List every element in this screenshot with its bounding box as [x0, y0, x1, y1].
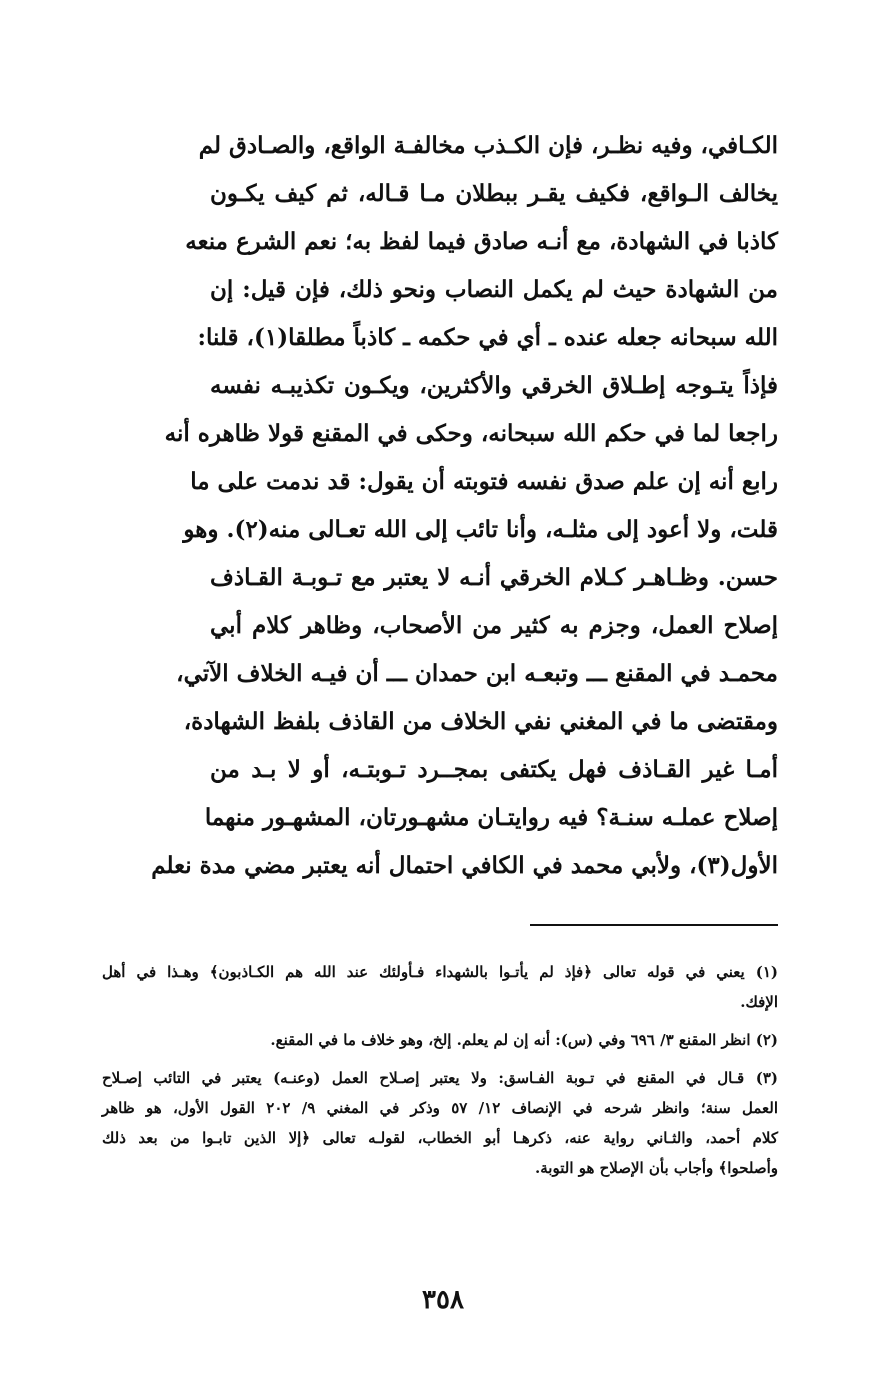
footnote-1 — [102, 957, 778, 1017]
footnote-3 — [102, 1063, 778, 1183]
footnote-line: الإفك. — [740, 993, 778, 1011]
footnote-line: كلام أحمد، والثـاني رواية عنه، ذكرهـا أبو الخطاب، لقولـه تعالى ﴿إلا الذين تابـوا من بعد ذلك — [102, 1129, 778, 1147]
text-line: إصلاح العمل، وجزم به كثير من الأصحاب، وظاهر كلام أبي — [210, 612, 778, 639]
text-line: الأول(٣)، ولأبي محمد في الكافي احتمال أنه يعتبر مضي مدة نعلم — [151, 852, 778, 879]
text-line: راجعا لما في حكم الله سبحانه، وحكى في المقنع قولا ظاهره أنه — [164, 420, 778, 447]
text-line: يخالف الـواقع، فكيف يقـر ببطلان مـا قـاله، ثم كيف يكـون — [210, 180, 778, 207]
footnote-line: (٣) قـال في المقنع في تـوبة الفـاسق: ولا يعتبر إصـلاح العمل (وعنـه) يعتبر في التائب إصـلاح — [102, 1069, 778, 1087]
main-text — [151, 122, 778, 890]
text-line: رابع أنه إن علم صدق نفسه فتوبته أن يقول: قد ندمت على ما — [190, 468, 778, 495]
text-line: حسن. وظـاهـر كـلام الخرقي أنـه لا يعتبر مع تـوبـة القـاذف — [210, 564, 778, 591]
footnote-2 — [102, 1025, 778, 1055]
footnote-line: وأصلحوا﴾ وأجاب بأن الإصلاح هو التوبة. — [535, 1159, 778, 1177]
footnote-line: (١) يعني في قوله تعالى ﴿فإذ لم يأتـوا بالشهداء فـأولئك عند الله هم الكـاذبون﴾ وهـذا في أهل — [102, 963, 778, 981]
page-number: ٣٥٨ — [422, 1285, 464, 1315]
footnote-line: (٢) انظر المقنع ٣/ ٦٩٦ وفي (س): أنه إن لم يعلم. إلخ، وهو خلاف ما في المقنع. — [270, 1031, 778, 1049]
text-line: كاذبا في الشهادة، مع أنـه صادق فيما لفظ به؛ نعم الشرع منعه — [185, 228, 778, 255]
text-line: ومقتضى ما في المغني نفي الخلاف من القاذف بلفظ الشهادة، — [183, 708, 778, 735]
text-line: إصلاح عملـه سنـة؟ فيه روايتـان مشهـورتان، المشهـور منهما — [204, 804, 778, 831]
footnote-separator — [530, 924, 778, 926]
text-line: قلت، ولا أعود إلى مثلـه، وأنا تائب إلى الله تعـالى منه(٢). وهو — [183, 516, 778, 543]
text-line: محمـد في المقنع ـــ وتبعـه ابن حمدان ـــ أن فيـه الخلاف الآتي، — [176, 660, 778, 687]
footnote-line: العمل سنة؛ وانظر شرحه في الإنصاف ١٢/ ٥٧ وذكر في المغني ٩/ ٢٠٢ القول الأول، هو ظاهر — [102, 1099, 779, 1117]
text-line: الله سبحانه جعله عنده ـ أي في حكمه ـ كاذباً مطلقا(١)، قلنا: — [197, 324, 778, 351]
text-line: من الشهادة حيث لم يكمل النصاب ونحو ذلك، فإن قيل: إن — [210, 276, 778, 303]
footnotes — [102, 957, 778, 1183]
text-line: الكـافي، وفيه نظـر، فإن الكـذب مخالفـة الواقع، والصـادق لم — [198, 132, 778, 159]
text-line: فإذاً يتـوجه إطـلاق الخرقي والأكثرين، ويكـون تكذيبـه نفسه — [210, 372, 778, 399]
text-line: أمـا غير القـاذف فهل يكتفى بمجــرد تـوبتـه، أو لا بـد من — [210, 756, 778, 783]
